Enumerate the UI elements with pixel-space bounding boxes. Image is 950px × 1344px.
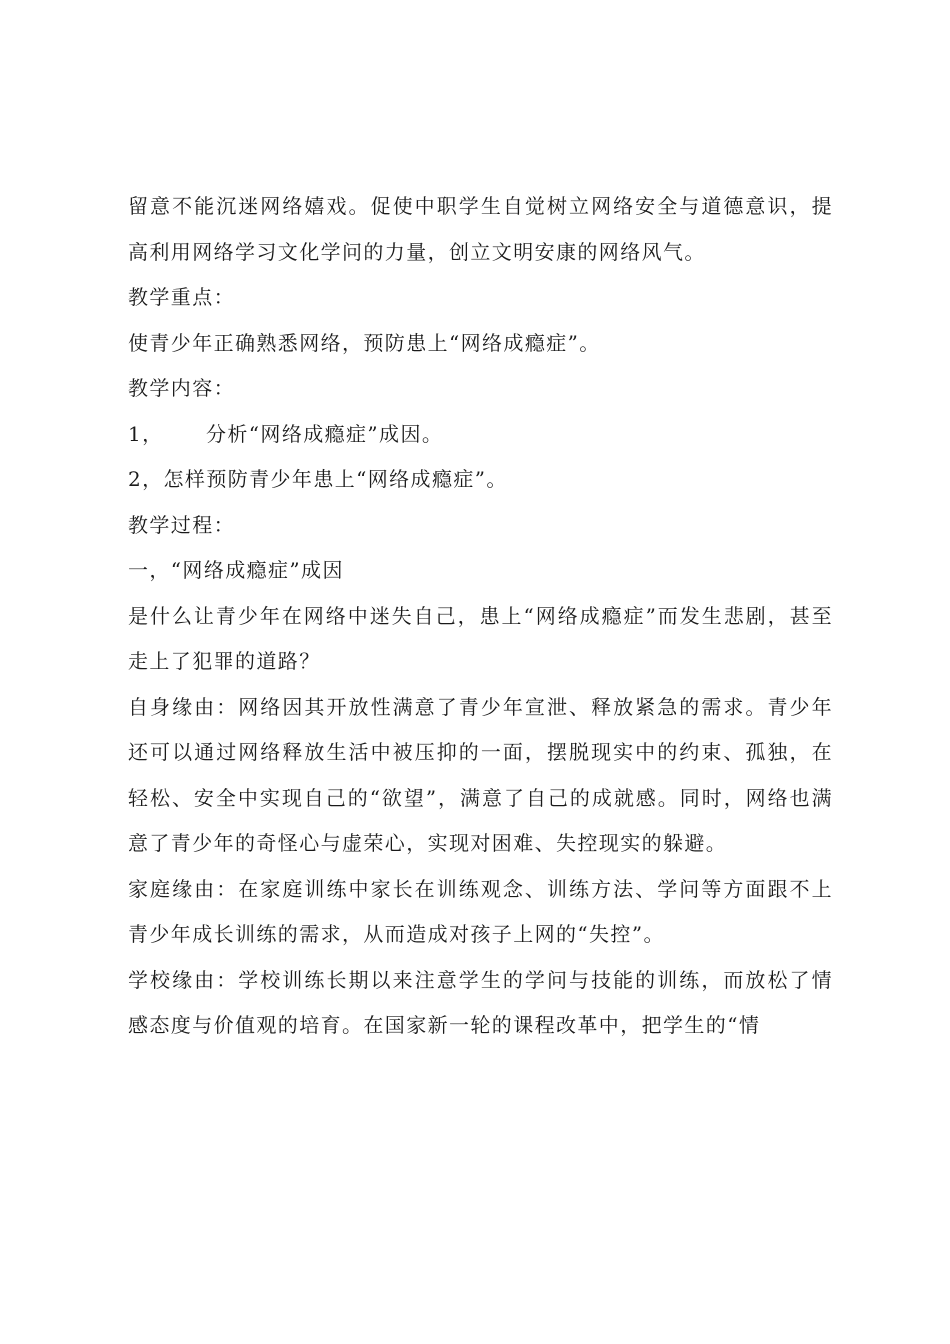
heading-teaching-content: 教学内容：: [128, 376, 235, 400]
list-item-text: 怎样预防青少年患上“网络成瘾症”。: [163, 467, 508, 491]
heading-teaching-focus: 教学重点：: [128, 285, 235, 309]
list-item-2: [128, 457, 833, 503]
section-heading-causes: 一，“网络成瘾症”成因: [128, 558, 344, 582]
paragraph-personal-reasons: 自身缘由：网络因其开放性满意了青少年宣泄、释放紧急的需求。青少年还可以通过网络释放生活中被压抑的一面，摆脱现实中的约束、孤独，在轻松、安全中实现自己的“欲望”，满意了自己的成就感。同时，网络也满意了青少年的奇怪心与虚荣心，实现对困难、失控现实的躲避。: [128, 694, 833, 855]
paragraph-family-reasons: 家庭缘由：在家庭训练中家长在训练观念、训练方法、学问等方面跟不上青少年成长训练的需求，从而造成对孩子上网的“失控”。: [128, 876, 833, 946]
paragraph-intro: 留意不能沉迷网络嬉戏。促使中职学生自觉树立网络安全与道德意识，提高利用网络学习文化学问的力量，创立文明安康的网络风气。: [128, 194, 833, 264]
list-item-number: 2，: [128, 467, 164, 491]
list-item-1: [128, 412, 833, 458]
list-item-number: 1，: [128, 421, 164, 446]
heading-teaching-process: 教学过程：: [128, 512, 235, 537]
paragraph-school-reasons: 学校缘由：学校训练长期以来注意学生的学问与技能的训练，而放松了情感态度与价值观的培育。在国家新一轮的课程改革中，把学生的“情: [128, 967, 833, 1037]
list-item-text: 分析“网络成瘾症”成因。: [206, 421, 444, 446]
paragraph-teaching-focus: 使青少年正确熟悉网络，预防患上“网络成瘾症”。: [128, 330, 601, 355]
paragraph-question: 是什么让青少年在网络中迷失自己，患上“网络成瘾症”而发生悲剧，甚至走上了犯罪的道路？: [128, 603, 833, 673]
document-body: [128, 184, 833, 1049]
